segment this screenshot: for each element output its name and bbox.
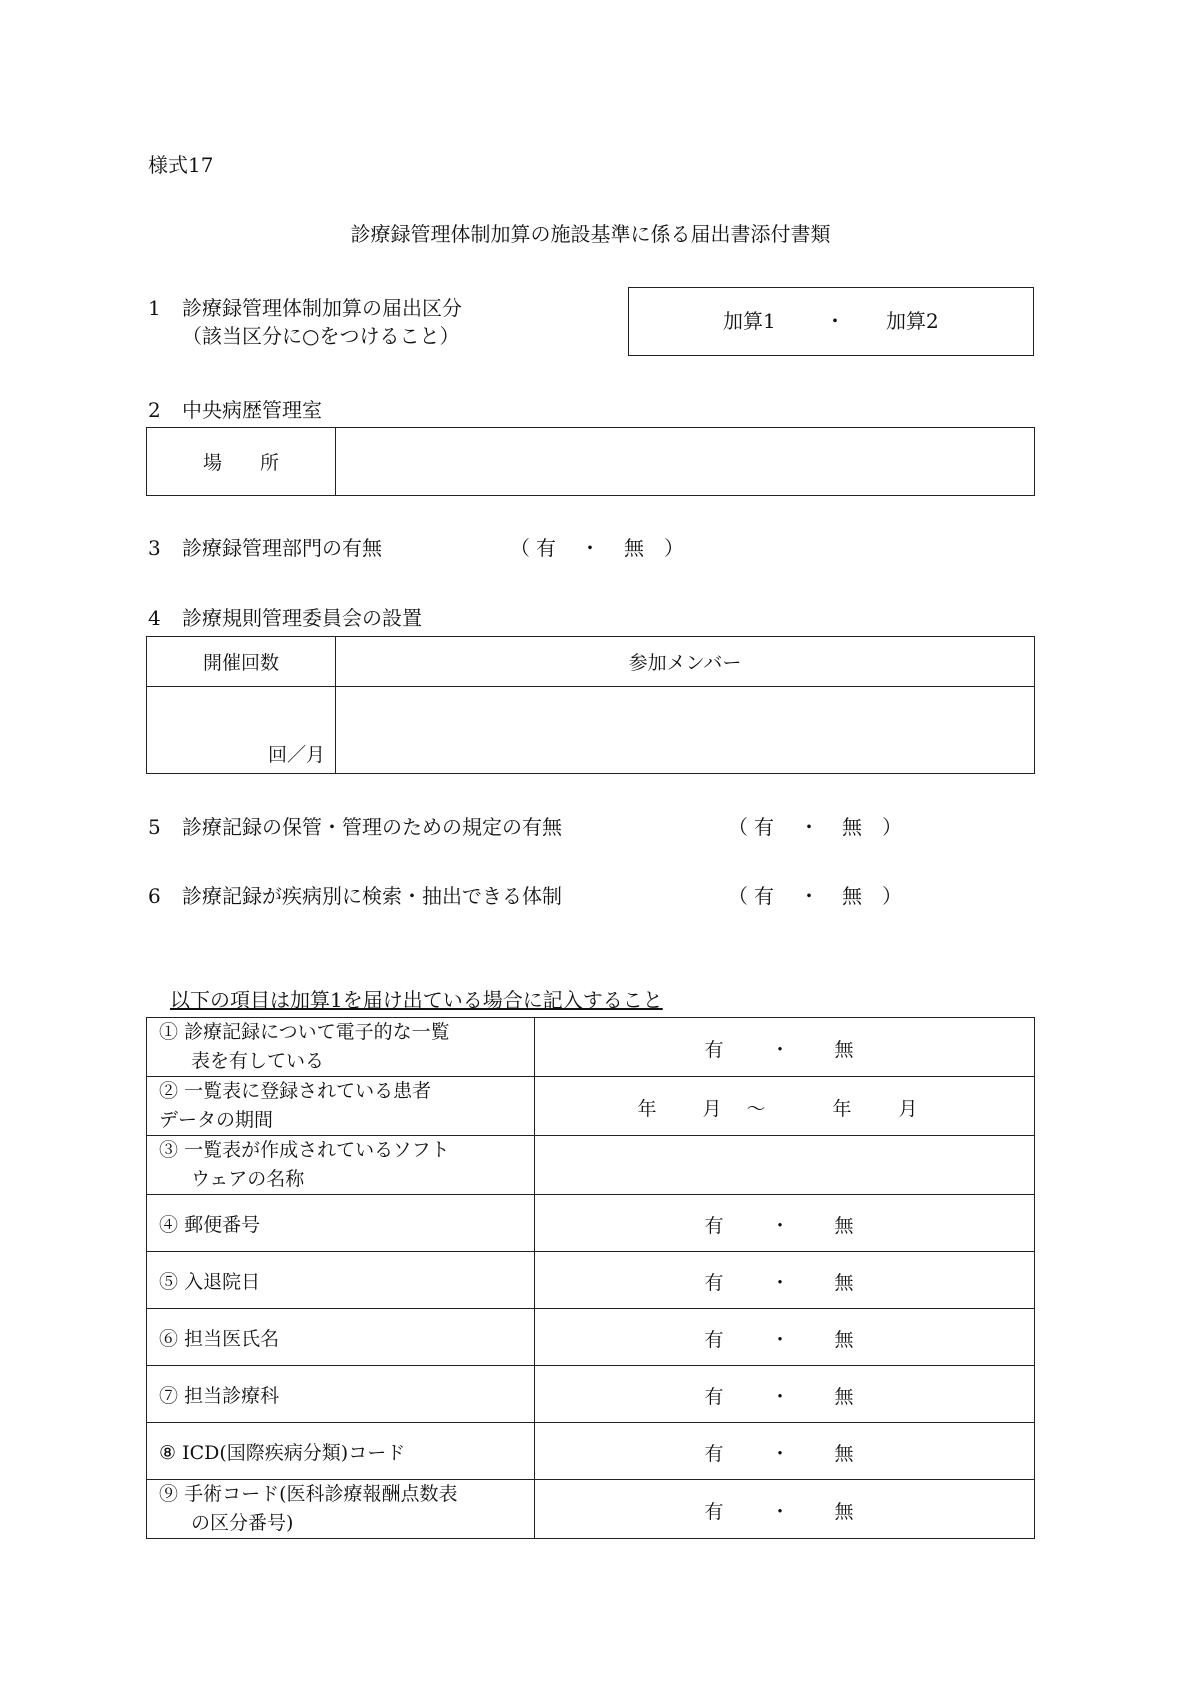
members-header xyxy=(336,637,1035,687)
kasan-select-box xyxy=(628,287,1034,356)
item-label-line1: ICD(国際疾病分類)コード xyxy=(182,1441,406,1464)
item-separator: ・ xyxy=(770,1329,790,1351)
item-number: ⑥ xyxy=(159,1327,179,1350)
item-yes[interactable]: 有 xyxy=(704,1329,724,1351)
item-number: ⑦ xyxy=(159,1384,179,1407)
item-label-line1: 郵便番号 xyxy=(184,1213,261,1236)
item-no[interactable]: 無 xyxy=(834,1215,854,1237)
table-row xyxy=(147,1252,1035,1309)
item-label-line1: 担当医氏名 xyxy=(184,1327,280,1350)
item-label-cell xyxy=(147,1195,535,1252)
item-label-cell xyxy=(147,1423,535,1480)
item-yes[interactable]: 有 xyxy=(704,1039,724,1061)
frequency-header xyxy=(147,637,336,687)
item-number: ⑨ xyxy=(159,1483,179,1505)
section-1-note: （該当区分に○をつけること） xyxy=(182,324,460,348)
period-end-month-unit: 月 xyxy=(898,1098,918,1120)
item-separator: ・ xyxy=(770,1215,790,1237)
table-row xyxy=(147,1136,1035,1195)
item-value-cell xyxy=(535,1252,1035,1309)
item-no[interactable]: 無 xyxy=(834,1272,854,1294)
section-5-no[interactable]: 無 xyxy=(842,815,862,839)
item-label-cell xyxy=(147,1077,535,1136)
table-row xyxy=(147,1195,1035,1252)
section-6-label: 診療記録が疾病別に検索・抽出できる体制 xyxy=(182,884,562,908)
item-number: ④ xyxy=(159,1213,179,1236)
item-label-line2: 表を有している xyxy=(191,1050,325,1072)
item-label-line2: ウェアの名称 xyxy=(191,1168,305,1190)
section-6-no[interactable]: 無 xyxy=(842,884,862,908)
item-yes[interactable]: 有 xyxy=(704,1272,724,1294)
kasan1-instruction: 以下の項目は加算1を届け出ている場合に記入すること xyxy=(170,988,663,1012)
section-2-number: 2 xyxy=(148,398,161,422)
item-no[interactable]: 無 xyxy=(834,1386,854,1408)
section-5-label: 診療記録の保管・管理のための規定の有無 xyxy=(182,815,562,839)
section-6-open-paren: （ xyxy=(728,884,748,908)
item-label-line2: データの期間 xyxy=(159,1109,274,1131)
item-separator: ・ xyxy=(770,1039,790,1061)
section-5-yes[interactable]: 有 xyxy=(754,815,774,839)
form-number: 様式17 xyxy=(148,153,214,177)
section-6-number: 6 xyxy=(148,884,161,908)
item-value-cell xyxy=(535,1366,1035,1423)
kasan-separator: ・ xyxy=(825,309,845,333)
period-start-year-unit: 年 xyxy=(637,1098,657,1120)
table-row xyxy=(147,1480,1035,1539)
item-no[interactable]: 無 xyxy=(834,1443,854,1465)
section-5-open-paren: （ xyxy=(728,815,748,839)
table-row xyxy=(147,1423,1035,1480)
item-number: ③ xyxy=(159,1139,179,1161)
item-label-line1: 入退院日 xyxy=(184,1270,261,1293)
section-5-number: 5 xyxy=(148,815,161,839)
item-no[interactable]: 無 xyxy=(834,1501,854,1523)
item-value-cell xyxy=(535,1480,1035,1539)
records-room-table xyxy=(146,427,1035,496)
item-label-cell xyxy=(147,1018,535,1077)
section-4-number: 4 xyxy=(148,606,161,630)
item-value-cell xyxy=(535,1309,1035,1366)
section-5-close-paren: ） xyxy=(882,815,902,839)
section-3-separator: ・ xyxy=(580,536,600,560)
section-3-yes[interactable]: 有 xyxy=(536,536,556,560)
table-row xyxy=(147,1366,1035,1423)
section-6-yes[interactable]: 有 xyxy=(754,884,774,908)
section-5-separator: ・ xyxy=(799,815,819,839)
place-value-cell[interactable] xyxy=(336,428,1035,496)
place-label-cell xyxy=(147,428,336,496)
section-6-close-paren: ） xyxy=(882,884,902,908)
item-label-line1: 診療記録について電子的な一覧 xyxy=(184,1021,450,1043)
table-row xyxy=(147,1077,1035,1136)
item-label-cell xyxy=(147,1136,535,1195)
item-label-cell xyxy=(147,1480,535,1539)
section-3-open-paren: （ xyxy=(510,536,530,560)
section-2-label: 中央病歴管理室 xyxy=(182,398,322,422)
committee-table xyxy=(146,636,1035,774)
item-no[interactable]: 無 xyxy=(834,1329,854,1351)
item-separator: ・ xyxy=(770,1501,790,1523)
item-yes[interactable]: 有 xyxy=(704,1443,724,1465)
item-label-line1: 一覧表が作成されているソフト xyxy=(184,1139,450,1161)
kasan1-option[interactable]: 加算1 xyxy=(723,309,776,333)
section-3-no[interactable]: 無 xyxy=(624,536,644,560)
item-label-line2: の区分番号) xyxy=(191,1512,294,1534)
section-3-number: 3 xyxy=(148,536,161,560)
section-4-label: 診療規則管理委員会の設置 xyxy=(182,606,422,630)
kasan1-items-table xyxy=(146,1017,1035,1539)
item-separator: ・ xyxy=(770,1386,790,1408)
item-label-cell xyxy=(147,1309,535,1366)
item-label-cell xyxy=(147,1252,535,1309)
item-number: ② xyxy=(159,1080,179,1102)
period-tilde: ～ xyxy=(746,1098,766,1120)
item-yes[interactable]: 有 xyxy=(704,1386,724,1408)
item-value-cell xyxy=(535,1423,1035,1480)
item-number: ① xyxy=(159,1021,179,1043)
table-row xyxy=(147,1018,1035,1077)
item-label-line1: 一覧表に登録されている患者 xyxy=(184,1080,432,1102)
period-end-year-unit: 年 xyxy=(832,1098,852,1120)
item-yes[interactable]: 有 xyxy=(704,1215,724,1237)
item-number: ⑤ xyxy=(159,1270,179,1293)
members-cell[interactable] xyxy=(336,687,1035,774)
frequency-header-text: 開催回数 xyxy=(202,652,279,674)
document-title: 診療録管理体制加算の施設基準に係る届出書添付書類 xyxy=(350,222,831,246)
item-label-line1: 手術コード(医科診療報酬点数表 xyxy=(184,1483,458,1505)
frequency-cell[interactable] xyxy=(147,687,336,774)
table-row xyxy=(147,1309,1035,1366)
item-value-cell xyxy=(535,1018,1035,1077)
section-3-close-paren: ） xyxy=(664,536,684,560)
place-label: 場 所 xyxy=(202,452,279,474)
section-1-label: 診療録管理体制加算の届出区分 xyxy=(182,296,462,320)
period-value-cell[interactable] xyxy=(535,1077,1035,1136)
period-start-month-unit: 月 xyxy=(702,1098,722,1120)
item-separator: ・ xyxy=(770,1443,790,1465)
section-3-label: 診療録管理部門の有無 xyxy=(182,536,382,560)
item-number: ⑧ xyxy=(159,1441,177,1464)
frequency-unit: 回／月 xyxy=(267,744,325,766)
members-header-text: 参加メンバー xyxy=(628,652,742,674)
section-6-separator: ・ xyxy=(799,884,819,908)
kasan2-option[interactable]: 加算2 xyxy=(886,309,939,333)
section-1-number: 1 xyxy=(148,296,161,320)
software-name-cell[interactable] xyxy=(535,1136,1035,1195)
item-separator: ・ xyxy=(770,1272,790,1294)
item-value-cell xyxy=(535,1195,1035,1252)
item-no[interactable]: 無 xyxy=(834,1039,854,1061)
item-yes[interactable]: 有 xyxy=(704,1501,724,1523)
item-label-line1: 担当診療科 xyxy=(184,1384,280,1407)
item-label-cell xyxy=(147,1366,535,1423)
